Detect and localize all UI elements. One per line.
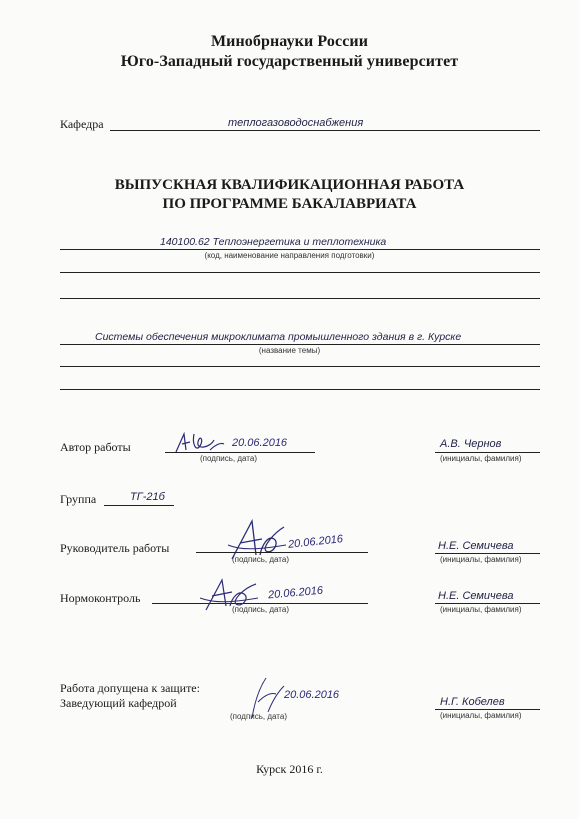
author-date: 20.06.2016	[232, 437, 288, 449]
head-name-underline	[435, 709, 540, 710]
group-label: Группа	[60, 492, 97, 506]
normcontrol-label: Нормоконтроль	[60, 591, 141, 605]
head-name: Н.Г. Кобелев	[440, 696, 505, 708]
admission-line: Работа допущена к защите:	[60, 681, 200, 695]
normcontrol-name-underline	[435, 603, 540, 604]
head-sign-caption: (подпись, дата)	[230, 712, 287, 721]
city-year: Курск 2016 г.	[256, 762, 323, 776]
topic-value: Системы обеспечения микроклимата промышленного здания в г. Курске	[95, 331, 462, 343]
author-sign-caption: (подпись, дата)	[200, 454, 257, 463]
normcontrol-name-caption: (инициалы, фамилия)	[440, 605, 522, 614]
supervisor-name: Н.Е. Семичева	[438, 540, 514, 552]
head-of-department-label: Заведующий кафедрой	[60, 696, 177, 710]
group-value: ТГ-21б	[130, 491, 165, 503]
topic-line-3	[60, 389, 540, 390]
group-underline	[104, 505, 174, 506]
topic-caption: (название темы)	[258, 346, 321, 355]
supervisor-date: 20.06.2016	[287, 533, 344, 551]
normcontrol-date: 20.06.2016	[267, 584, 324, 602]
department-label: Кафедра	[60, 117, 104, 131]
author-label: Автор работы	[60, 440, 131, 454]
normcontrol-sign-caption: (подпись, дата)	[232, 605, 289, 614]
direction-line-2	[60, 272, 540, 273]
topic-underline	[60, 344, 540, 345]
direction-line-3	[60, 298, 540, 299]
author-name: А.В. Чернов	[440, 438, 502, 450]
supervisor-label: Руководитель работы	[60, 541, 170, 555]
head-name-caption: (инициалы, фамилия)	[440, 711, 522, 720]
direction-underline	[60, 249, 540, 250]
document-title-line2: ПО ПРОГРАММЕ БАКАЛАВРИАТА	[162, 196, 417, 212]
document-title-line1: ВЫПУСКНАЯ КВАЛИФИКАЦИОННАЯ РАБОТА	[114, 177, 465, 193]
department-value: теплогазоводоснабжения	[228, 117, 364, 129]
head-date: 20.06.2016	[284, 689, 340, 701]
topic-line-2	[60, 366, 540, 367]
supervisor-sign-underline	[196, 552, 368, 553]
author-name-caption: (инициалы, фамилия)	[440, 454, 522, 463]
university-heading: Юго-Западный государственный университет	[120, 53, 459, 70]
author-sign-underline	[165, 452, 315, 453]
author-name-underline	[435, 452, 540, 453]
direction-caption: (код, наименование направления подготовки)	[204, 251, 375, 260]
direction-value: 140100.62 Теплоэнергетика и теплотехника	[160, 236, 387, 248]
supervisor-name-underline	[435, 553, 540, 554]
normcontrol-name: Н.Е. Семичева	[438, 590, 514, 602]
department-underline	[110, 130, 540, 131]
ministry-heading: Минобрнауки России	[210, 33, 369, 50]
supervisor-sign-caption: (подпись, дата)	[232, 555, 289, 564]
supervisor-name-caption: (инициалы, фамилия)	[440, 555, 522, 564]
